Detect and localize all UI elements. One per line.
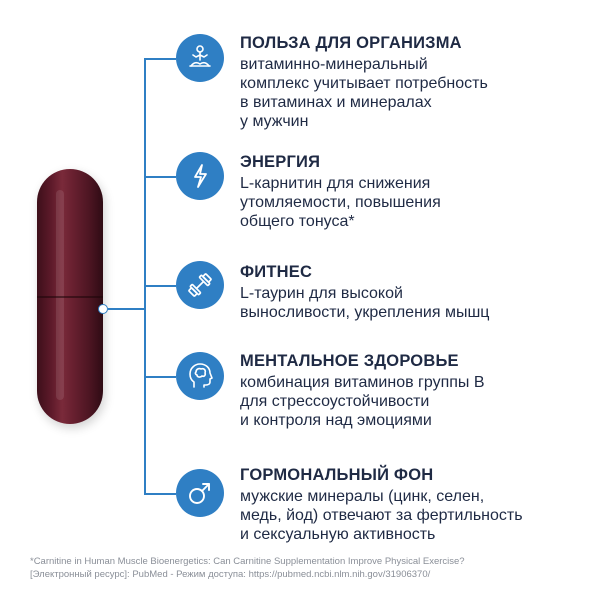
item-title: МЕНТАЛЬНОЕ ЗДОРОВЬЕ [240,352,459,370]
footnote: *Carnitine in Human Muscle Bioenergetics: Can Carnitine Supplementation Improve Physical Exercise? [Электронный ресурс]: PubMed - Режим доступа: https://pubmed.ncbi.nlm.nih.gov/31906370/ [30,556,465,580]
male-symbol-icon [176,469,224,517]
item-description: витаминно-минеральный комплекс учитывает потребность в витаминах и минералах у мужчин [240,56,488,130]
branch-line [144,493,176,495]
branch-line [144,176,176,178]
connector-dot [98,304,108,314]
capsule-seam [37,296,103,298]
item-title: ФИТНЕС [240,263,313,281]
connector-spine [144,58,146,493]
item-title: ГОРМОНАЛЬНЫЙ ФОН [240,466,434,484]
item-description: L-карнитин для снижения утомляемости, повышения общего тонуса* [240,175,441,230]
item-description: L-таурин для высокой выносливости, укрепления мышц [240,285,490,321]
item-title: ПОЛЬЗА ДЛЯ ОРГАНИЗМА [240,34,462,52]
dumbbell-icon [176,261,224,309]
head-brain-icon [176,352,224,400]
branch-line [144,285,176,287]
branch-line [144,376,176,378]
item-title: ЭНЕРГИЯ [240,153,321,171]
meditation-icon [176,34,224,82]
capsule-highlight [56,190,64,400]
connector-line [108,308,145,310]
lightning-icon [176,152,224,200]
item-description: мужские минералы (цинк, селен, медь, йод) отвечают за фертильность и сексуальную активность [240,488,523,543]
branch-line [144,58,176,60]
item-description: комбинация витаминов группы В для стрессоустойчивости и контроля над эмоциями [240,374,485,429]
